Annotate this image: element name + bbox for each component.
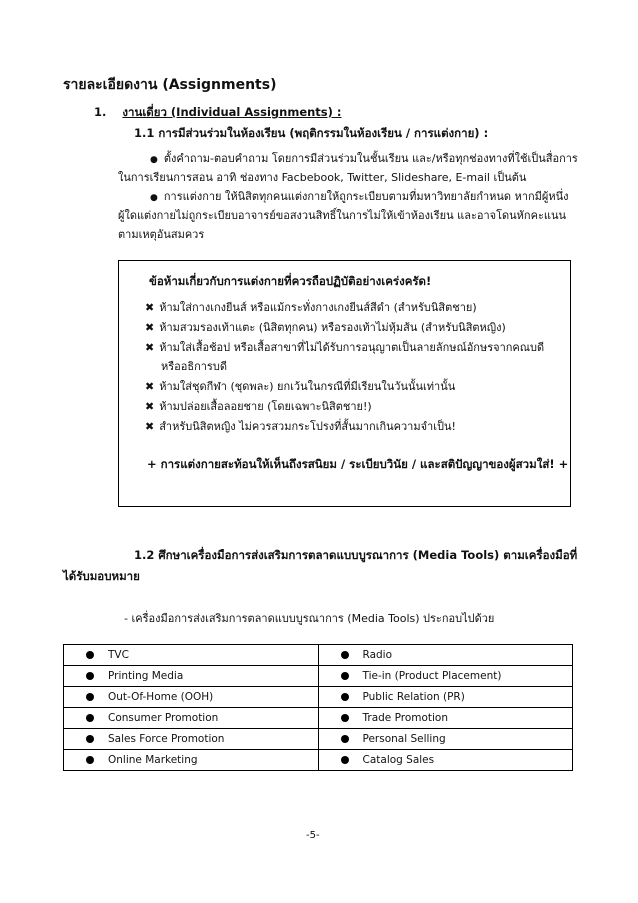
bullet-dot-icon xyxy=(341,756,349,764)
table-row xyxy=(64,708,573,729)
bullet-dot-icon xyxy=(86,714,94,722)
table-cell: Consumer Promotion xyxy=(64,708,319,729)
bullet-dot-icon xyxy=(86,693,94,701)
page-title: รายละเอียดงาน (Assignments) xyxy=(63,77,277,93)
bullet-dot-icon xyxy=(86,672,94,680)
bullet-1-line-2: ในการเรียนการสอน อาทิ ช่องทาง Facbebook, Twitter, Slideshare, E-mail เป็นต้น xyxy=(118,171,527,184)
bullet-2-line-1: ● การแต่งกาย ให้นิสิตทุกคนแต่งกายให้ถูกระเบียบตามที่มหาวิทยาลัยกำหนด หากมีผู้หนึ่ง xyxy=(150,190,569,203)
table-cell: Online Marketing xyxy=(64,750,319,771)
subsection-1-1-title: 1.1 การมีส่วนร่วมในห้องเรียน (พฤติกรรมในห้องเรียน / การแต่งกาย) : xyxy=(134,126,489,140)
table-row xyxy=(64,645,573,666)
bullet-dot-icon xyxy=(86,651,94,659)
dress-code-footer: + การแต่งกายสะท้อนให้เห็นถึงรสนิยม / ระเบียบวินัย / และสติปัญญาของผู้สวมใส่! + xyxy=(147,457,569,471)
cross-mark-icon: ✖ xyxy=(145,341,155,354)
dress-code-item: ✖ ห้ามปล่อยเสื้อลอยชาย (โดยเฉพาะนิสิตชาย!) xyxy=(145,400,372,413)
cross-mark-icon: ✖ xyxy=(145,400,155,413)
table-cell: Public Relation (PR) xyxy=(318,687,573,708)
dress-code-item: ✖ ห้ามสวมรองเท้าแตะ (นิสิตทุกคน) หรือรองเท้าไม่หุ้มส้น (สำหรับนิสิตหญิง) xyxy=(145,321,506,334)
bullet-1-line-1: ● ตั้งคำถาม-ตอบคำถาม โดยการมีส่วนร่วมในชั้นเรียน และ/หรือทุกช่องทางที่ใช้เป็นสื่อการ xyxy=(150,152,578,165)
table-row xyxy=(64,750,573,771)
bullet-dot-icon xyxy=(86,756,94,764)
section-1-title: งานเดี่ยว (Individual Assignments) : xyxy=(122,105,342,119)
cross-mark-icon: ✖ xyxy=(145,380,155,393)
dress-code-item: ✖ ห้ามใส่เสื้อช้อป หรือเสื้อสาขาที่ไม่ได้รับการอนุญาตเป็นลายลักษณ์อักษรจากคณบดี xyxy=(145,341,545,354)
table-cell: Trade Promotion xyxy=(318,708,573,729)
bullet-dot-icon xyxy=(86,735,94,743)
bullet-2-line-3: ตามเหตุอันสมควร xyxy=(118,228,205,241)
bullet-dot-icon xyxy=(341,651,349,659)
cross-mark-icon: ✖ xyxy=(145,420,155,433)
table-cell: Tie-in (Product Placement) xyxy=(318,666,573,687)
media-tools-table xyxy=(63,644,573,771)
bullet-dot-icon: ● xyxy=(150,155,158,165)
media-tools-intro: - เครื่องมือการส่งเสริมการตลาดแบบบูรณาการ (Media Tools) ประกอบไปด้วย xyxy=(124,612,495,625)
table-cell: Out-Of-Home (OOH) xyxy=(64,687,319,708)
section-1-number: 1. xyxy=(94,105,107,119)
dress-code-item: ✖ สำหรับนิสิตหญิง ไม่ควรสวมกระโปรงที่สั้นมากเกินความจำเป็น! xyxy=(145,420,456,433)
table-row xyxy=(64,729,573,750)
table-row xyxy=(64,687,573,708)
table-cell: Printing Media xyxy=(64,666,319,687)
dress-code-heading: ข้อห้ามเกี่ยวกับการแต่งกายที่ควรถือปฏิบัติอย่างเคร่งครัด! xyxy=(149,274,432,288)
subsection-1-2-title-cont: ได้รับมอบหมาย xyxy=(63,569,140,583)
cross-mark-icon: ✖ xyxy=(145,301,155,314)
table-cell: Sales Force Promotion xyxy=(64,729,319,750)
subsection-1-2-title: 1.2 ศึกษาเครื่องมือการส่งเสริมการตลาดแบบบูรณาการ (Media Tools) ตามเครื่องมือที่ xyxy=(134,548,578,562)
table-cell: Catalog Sales xyxy=(318,750,573,771)
page-number: -5- xyxy=(306,830,320,841)
bullet-dot-icon xyxy=(341,672,349,680)
bullet-dot-icon xyxy=(341,735,349,743)
bullet-dot-icon xyxy=(341,714,349,722)
table-cell: Personal Selling xyxy=(318,729,573,750)
bullet-dot-icon: ● xyxy=(150,193,158,203)
dress-code-box xyxy=(118,260,571,507)
dress-code-item-continuation: หรืออธิการบดี xyxy=(161,360,227,373)
table-row xyxy=(64,666,573,687)
dress-code-item: ✖ ห้ามใส่กางเกงยีนส์ หรือแม้กระทั่งกางเกงยีนส์สีดำ (สำหรับนิสิตชาย) xyxy=(145,301,477,314)
bullet-dot-icon xyxy=(341,693,349,701)
table-cell: Radio xyxy=(318,645,573,666)
table-cell: TVC xyxy=(64,645,319,666)
bullet-2-line-2: ผู้ใดแต่งกายไม่ถูกระเบียบอาจารย์ขอสงวนสิทธิ์ในการไม่ให้เข้าห้องเรียน และอาจโดนหักคะแนน xyxy=(118,209,566,222)
dress-code-item: ✖ ห้ามใส่ชุดกีฬา (ชุดพละ) ยกเว้นในกรณีที่มีเรียนในวันนั้นเท่านั้น xyxy=(145,380,456,393)
section-1-heading xyxy=(94,104,342,122)
cross-mark-icon: ✖ xyxy=(145,321,155,334)
